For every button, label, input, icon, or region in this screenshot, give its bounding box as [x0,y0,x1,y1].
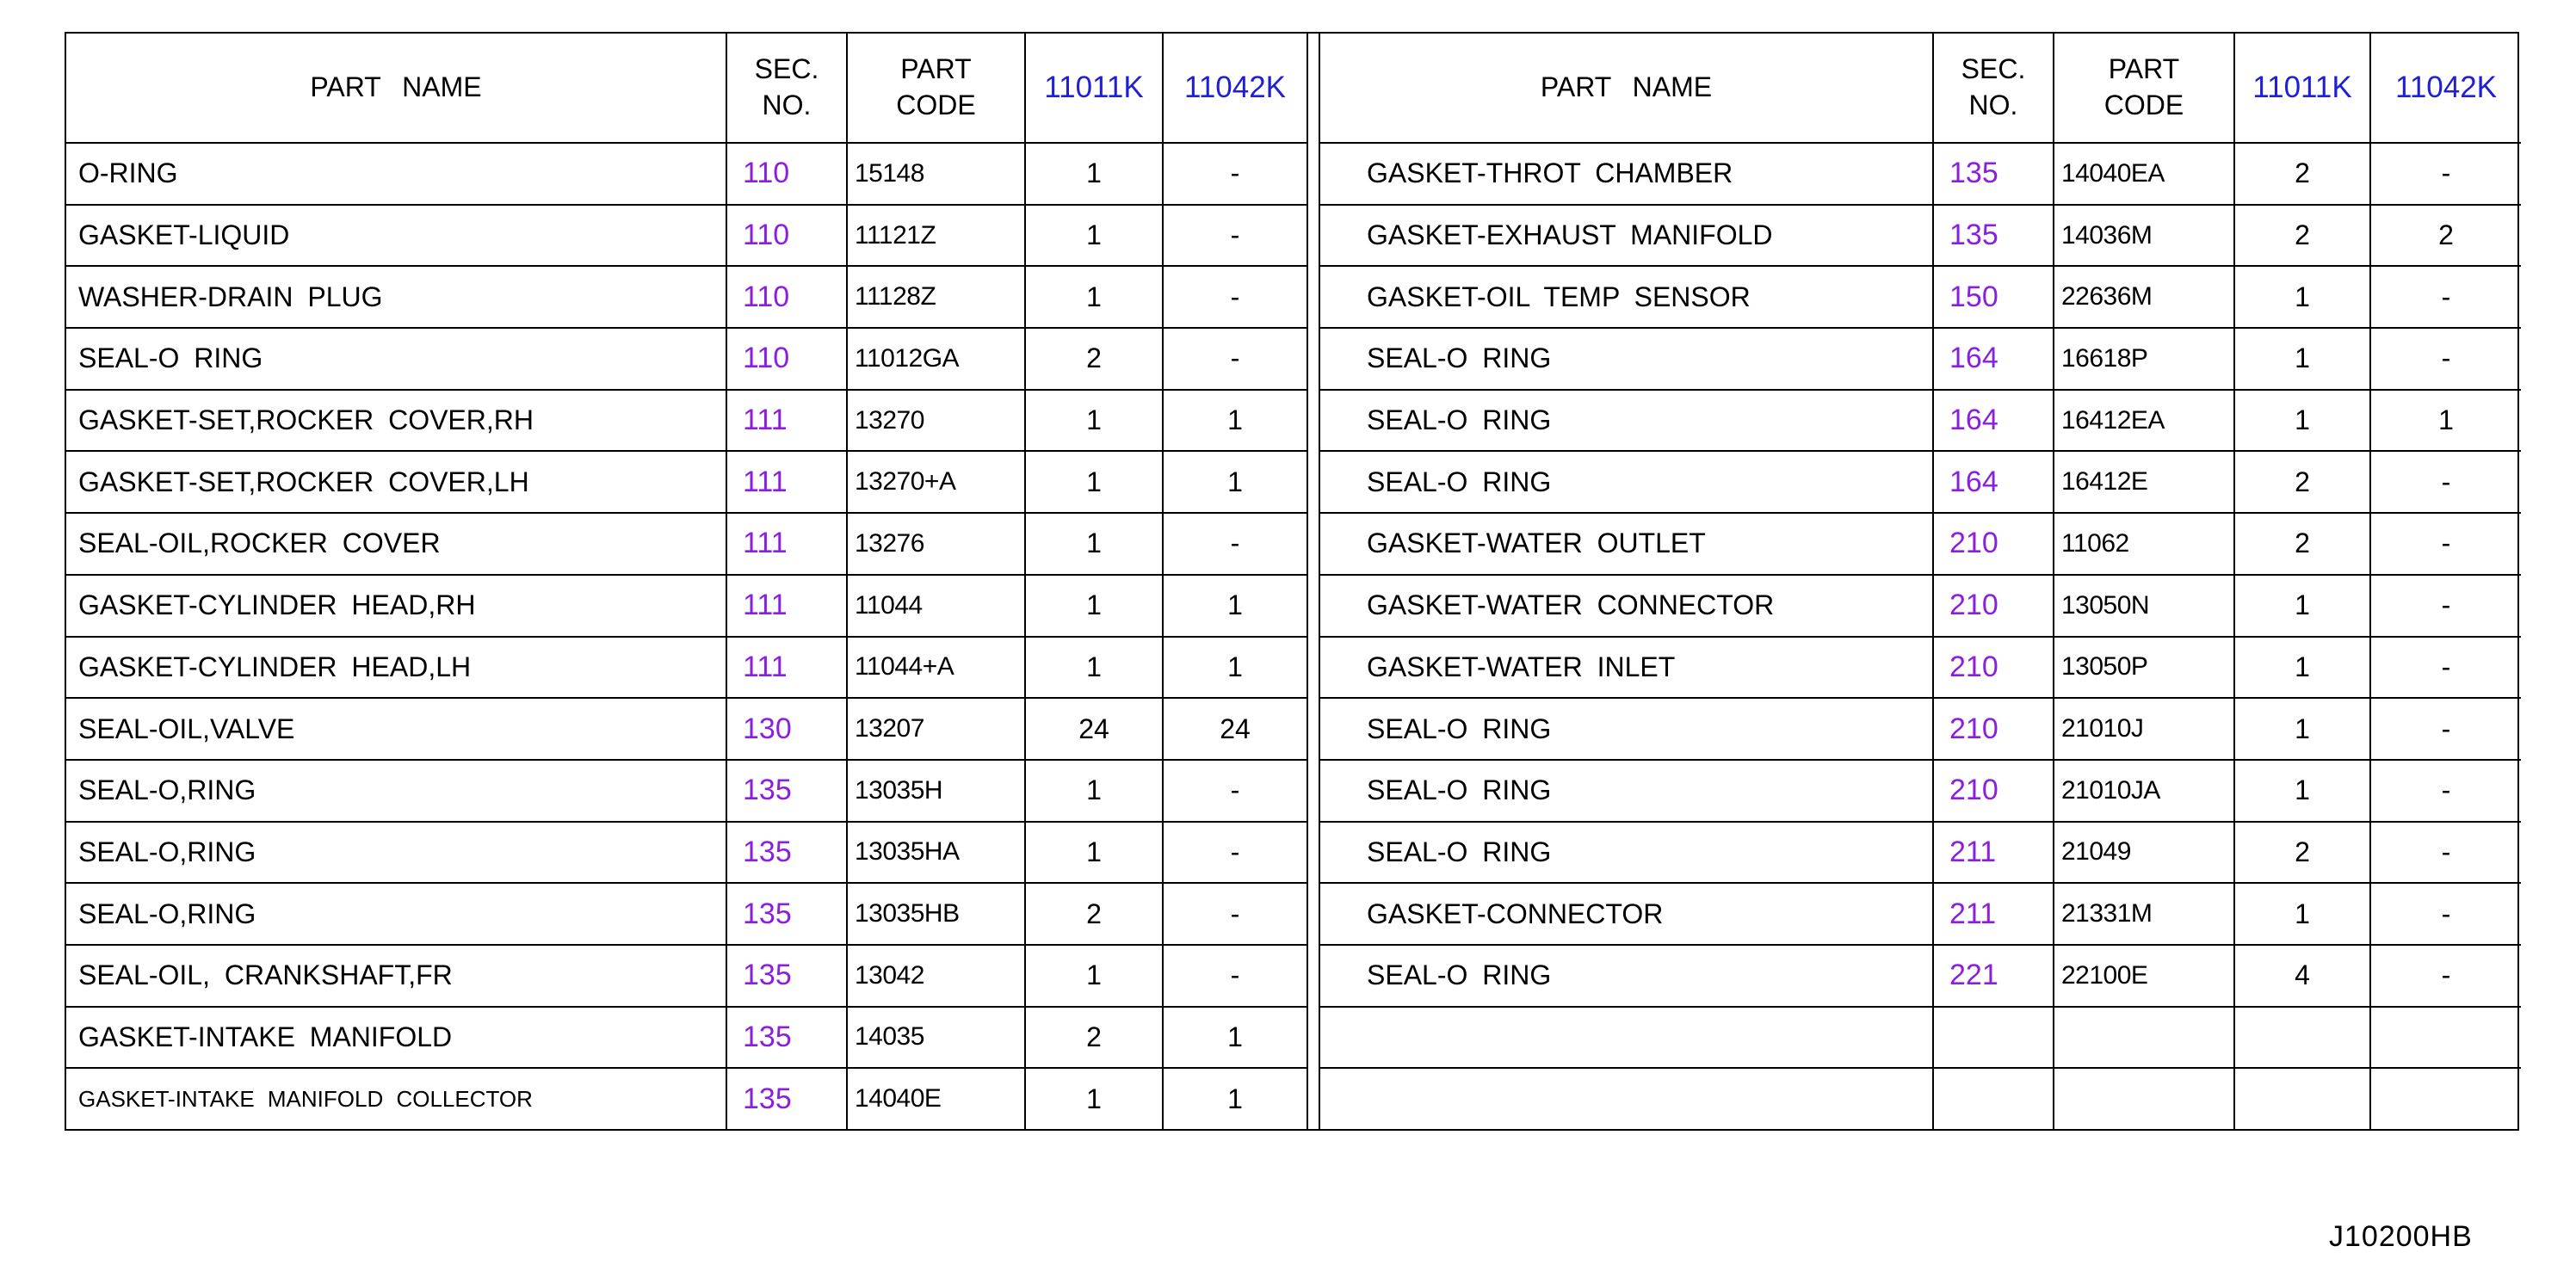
qty-11042k-cell [2370,1007,2521,1069]
part-name-cell: SEAL-OIL,ROCKER COVER [66,513,726,575]
table-row [66,328,1307,390]
sec-no-cell: 135 [1933,205,2054,267]
part-name-cell: SEAL-O RING [1320,451,1933,513]
part-code-cell: 11012GA [847,328,1025,390]
part-name-cell: SEAL-O RING [1320,698,1933,760]
drawing-reference-code: J10200HB [2329,1220,2473,1253]
sec-no-cell: 111 [726,637,847,699]
qty-11042k-cell: - [1163,513,1307,575]
part-code-cell [2054,1007,2234,1069]
qty-11011k-cell: 1 [1025,575,1163,637]
table-row [1320,451,2521,513]
part-code-cell: 16412E [2054,451,2234,513]
part-name-cell [1320,1068,1933,1129]
qty-11042k-cell: - [1163,328,1307,390]
right-table-body [1320,143,2521,1129]
qty-11011k-cell: 1 [1025,637,1163,699]
qty-11042k-cell: 2 [2370,205,2521,267]
qty-11042k-cell [2370,1068,2521,1129]
center-divider-left-rule [1307,34,1308,1129]
part-name-cell: GASKET-SET,ROCKER COVER,LH [66,451,726,513]
part-name-cell: GASKET-SET,ROCKER COVER,RH [66,390,726,452]
qty-11011k-cell: 1 [1025,266,1163,328]
qty-11042k-cell: - [1163,266,1307,328]
part-code-cell: 11128Z [847,266,1025,328]
table-row [66,945,1307,1007]
part-name-cell: GASKET-CYLINDER HEAD,RH [66,575,726,637]
qty-11011k-cell: 1 [2234,328,2370,390]
sec-no-cell: 210 [1933,513,2054,575]
sec-no-cell: 210 [1933,760,2054,822]
qty-11042k-cell: - [2370,637,2521,699]
part-code-cell: 13035HA [847,822,1025,884]
header-model-11011k: 11011K [2234,34,2370,143]
qty-11011k-cell: 2 [1025,328,1163,390]
sec-no-cell: 135 [726,1068,847,1129]
qty-11011k-cell: 2 [2234,205,2370,267]
header-part-code-text: PART CODE [896,53,976,120]
part-code-cell: 13276 [847,513,1025,575]
part-name-cell: SEAL-O RING [1320,328,1933,390]
sec-no-cell: 111 [726,513,847,575]
header-sec-no-text: SEC. NO. [1961,53,2026,120]
parts-table-sheet [65,32,2519,1131]
sec-no-cell: 164 [1933,390,2054,452]
qty-11042k-cell: - [1163,205,1307,267]
header-model-11042k: 11042K [1163,34,1307,143]
header-row [66,34,1307,143]
table-row [1320,205,2521,267]
part-code-cell: 15148 [847,143,1025,205]
part-code-cell: 14040EA [2054,143,2234,205]
part-code-cell: 11121Z [847,205,1025,267]
part-name-cell: SEAL-OIL,VALVE [66,698,726,760]
qty-11042k-cell: - [1163,883,1307,945]
part-name-cell: WASHER-DRAIN PLUG [66,266,726,328]
table-row [1320,698,2521,760]
qty-11042k-cell: - [2370,143,2521,205]
sec-no-cell: 135 [726,883,847,945]
table-row [1320,883,2521,945]
table-row [66,637,1307,699]
part-name-cell: GASKET-LIQUID [66,205,726,267]
sec-no-cell [1933,1068,2054,1129]
header-sec-no [726,34,847,143]
sec-no-cell: 111 [726,575,847,637]
qty-11042k-cell: - [1163,143,1307,205]
qty-11011k-cell [2234,1068,2370,1129]
qty-11042k-cell: 1 [1163,390,1307,452]
part-name-cell: GASKET-WATER OUTLET [1320,513,1933,575]
table-row [1320,822,2521,884]
sec-no-cell: 110 [726,266,847,328]
table-row [1320,575,2521,637]
table-row [66,698,1307,760]
part-code-cell: 13042 [847,945,1025,1007]
sec-no-cell: 135 [726,760,847,822]
sec-no-cell: 110 [726,205,847,267]
sec-no-cell: 110 [726,328,847,390]
qty-11011k-cell: 1 [1025,822,1163,884]
qty-11011k-cell [2234,1007,2370,1069]
part-name-cell: SEAL-O,RING [66,883,726,945]
qty-11011k-cell: 2 [1025,883,1163,945]
sec-no-cell: 164 [1933,328,2054,390]
qty-11042k-cell: - [1163,945,1307,1007]
table-row [1320,143,2521,205]
part-code-cell: 13035HB [847,883,1025,945]
qty-11042k-cell: - [2370,822,2521,884]
qty-11042k-cell: 1 [2370,390,2521,452]
table-row [66,1007,1307,1069]
part-code-cell: 14035 [847,1007,1025,1069]
qty-11011k-cell: 2 [2234,513,2370,575]
header-part-name: PART NAME [1320,34,1933,143]
part-code-cell: 14036M [2054,205,2234,267]
part-name-cell: GASKET-WATER INLET [1320,637,1933,699]
left-table-body [66,143,1307,1129]
part-name-cell: SEAL-O RING [1320,822,1933,884]
table-row [1320,637,2521,699]
qty-11042k-cell: - [2370,760,2521,822]
part-name-cell: SEAL-O RING [1320,945,1933,1007]
part-name-cell: GASKET-THROT CHAMBER [1320,143,1933,205]
table-row [66,451,1307,513]
parts-table-right [1320,34,2521,1129]
right-table-section [1320,34,2521,1129]
qty-11011k-cell: 1 [2234,575,2370,637]
sec-no-cell: 135 [1933,143,2054,205]
part-code-cell: 22636M [2054,266,2234,328]
qty-11042k-cell: - [2370,945,2521,1007]
qty-11011k-cell: 1 [2234,390,2370,452]
qty-11011k-cell: 1 [1025,205,1163,267]
qty-11042k-cell: - [1163,822,1307,884]
qty-11042k-cell: - [2370,328,2521,390]
qty-11011k-cell: 1 [2234,760,2370,822]
qty-11042k-cell: 1 [1163,1068,1307,1129]
qty-11042k-cell: 24 [1163,698,1307,760]
qty-11011k-cell: 1 [1025,945,1163,1007]
qty-11011k-cell: 2 [1025,1007,1163,1069]
qty-11011k-cell: 1 [1025,760,1163,822]
qty-11042k-cell: - [2370,513,2521,575]
part-name-cell: SEAL-O RING [66,328,726,390]
part-name-cell: SEAL-O RING [1320,760,1933,822]
sec-no-cell: 135 [726,945,847,1007]
part-code-cell [2054,1068,2234,1129]
header-sec-no [1933,34,2054,143]
table-row [66,760,1307,822]
qty-11042k-cell: 1 [1163,637,1307,699]
part-name-cell: GASKET-WATER CONNECTOR [1320,575,1933,637]
part-code-cell: 21010JA [2054,760,2234,822]
qty-11042k-cell: 1 [1163,1007,1307,1069]
part-name-cell: SEAL-O,RING [66,822,726,884]
qty-11011k-cell: 2 [2234,822,2370,884]
parts-table-left [66,34,1307,1129]
part-code-cell: 16618P [2054,328,2234,390]
sec-no-cell: 211 [1933,822,2054,884]
sec-no-cell: 111 [726,451,847,513]
qty-11011k-cell: 1 [1025,1068,1163,1129]
part-code-cell: 13050P [2054,637,2234,699]
qty-11011k-cell: 24 [1025,698,1163,760]
part-code-cell: 11044 [847,575,1025,637]
part-name-cell: O-RING [66,143,726,205]
header-model-11011k: 11011K [1025,34,1163,143]
qty-11011k-cell: 1 [1025,513,1163,575]
qty-11042k-cell: 1 [1163,451,1307,513]
part-code-cell: 13270+A [847,451,1025,513]
part-code-cell: 13050N [2054,575,2234,637]
qty-11011k-cell: 1 [2234,883,2370,945]
part-code-cell: 21010J [2054,698,2234,760]
part-name-cell: GASKET-CYLINDER HEAD,LH [66,637,726,699]
sec-no-cell: 150 [1933,266,2054,328]
header-row [1320,34,2521,143]
part-code-cell: 21331M [2054,883,2234,945]
part-code-cell: 13035H [847,760,1025,822]
part-code-cell: 22100E [2054,945,2234,1007]
sec-no-cell: 110 [726,143,847,205]
header-part-name: PART NAME [66,34,726,143]
sec-no-cell [1933,1007,2054,1069]
table-row [1320,1068,2521,1129]
sec-no-cell: 210 [1933,575,2054,637]
sec-no-cell: 210 [1933,637,2054,699]
qty-11042k-cell: - [2370,883,2521,945]
qty-11011k-cell: 2 [2234,143,2370,205]
qty-11042k-cell: - [2370,698,2521,760]
part-name-cell: GASKET-INTAKE MANIFOLD COLLECTOR [66,1068,726,1129]
qty-11011k-cell: 2 [2234,451,2370,513]
sec-no-cell: 135 [726,1007,847,1069]
qty-11042k-cell: - [1163,760,1307,822]
qty-11011k-cell: 1 [1025,451,1163,513]
qty-11011k-cell: 1 [2234,266,2370,328]
part-name-cell: SEAL-O RING [1320,390,1933,452]
table-row [1320,513,2521,575]
qty-11011k-cell: 1 [1025,390,1163,452]
table-row [1320,1007,2521,1069]
sec-no-cell: 164 [1933,451,2054,513]
table-row [66,575,1307,637]
part-name-cell: SEAL-O,RING [66,760,726,822]
qty-11042k-cell: - [2370,575,2521,637]
qty-11042k-cell: 1 [1163,575,1307,637]
header-part-code-text: PART CODE [2103,53,2184,120]
table-row [1320,760,2521,822]
table-row [66,513,1307,575]
qty-11011k-cell: 1 [2234,698,2370,760]
header-part-code [847,34,1025,143]
part-name-cell: GASKET-INTAKE MANIFOLD [66,1007,726,1069]
part-code-cell: 21049 [2054,822,2234,884]
table-row [66,822,1307,884]
table-row [66,390,1307,452]
part-code-cell: 11044+A [847,637,1025,699]
table-row [1320,390,2521,452]
sec-no-cell: 221 [1933,945,2054,1007]
header-model-11042k: 11042K [2370,34,2521,143]
part-name-cell [1320,1007,1933,1069]
sec-no-cell: 130 [726,698,847,760]
header-part-code [2054,34,2234,143]
part-code-cell: 14040E [847,1068,1025,1129]
part-code-cell: 11062 [2054,513,2234,575]
sec-no-cell: 111 [726,390,847,452]
part-name-cell: GASKET-CONNECTOR [1320,883,1933,945]
sec-no-cell: 211 [1933,883,2054,945]
table-row [66,1068,1307,1129]
table-row [1320,328,2521,390]
part-name-cell: GASKET-OIL TEMP SENSOR [1320,266,1933,328]
header-sec-no-text: SEC. NO. [754,53,819,120]
table-row [1320,266,2521,328]
part-name-cell: GASKET-EXHAUST MANIFOLD [1320,205,1933,267]
part-code-cell: 16412EA [2054,390,2234,452]
part-name-cell: SEAL-OIL, CRANKSHAFT,FR [66,945,726,1007]
table-row [66,883,1307,945]
table-row [66,143,1307,205]
sec-no-cell: 210 [1933,698,2054,760]
qty-11011k-cell: 1 [2234,637,2370,699]
qty-11042k-cell: - [2370,266,2521,328]
qty-11011k-cell: 4 [2234,945,2370,1007]
qty-11042k-cell: - [2370,451,2521,513]
sec-no-cell: 135 [726,822,847,884]
table-row [66,266,1307,328]
part-code-cell: 13270 [847,390,1025,452]
table-row [66,205,1307,267]
table-row [1320,945,2521,1007]
left-table-section [66,34,1307,1129]
part-code-cell: 13207 [847,698,1025,760]
qty-11011k-cell: 1 [1025,143,1163,205]
